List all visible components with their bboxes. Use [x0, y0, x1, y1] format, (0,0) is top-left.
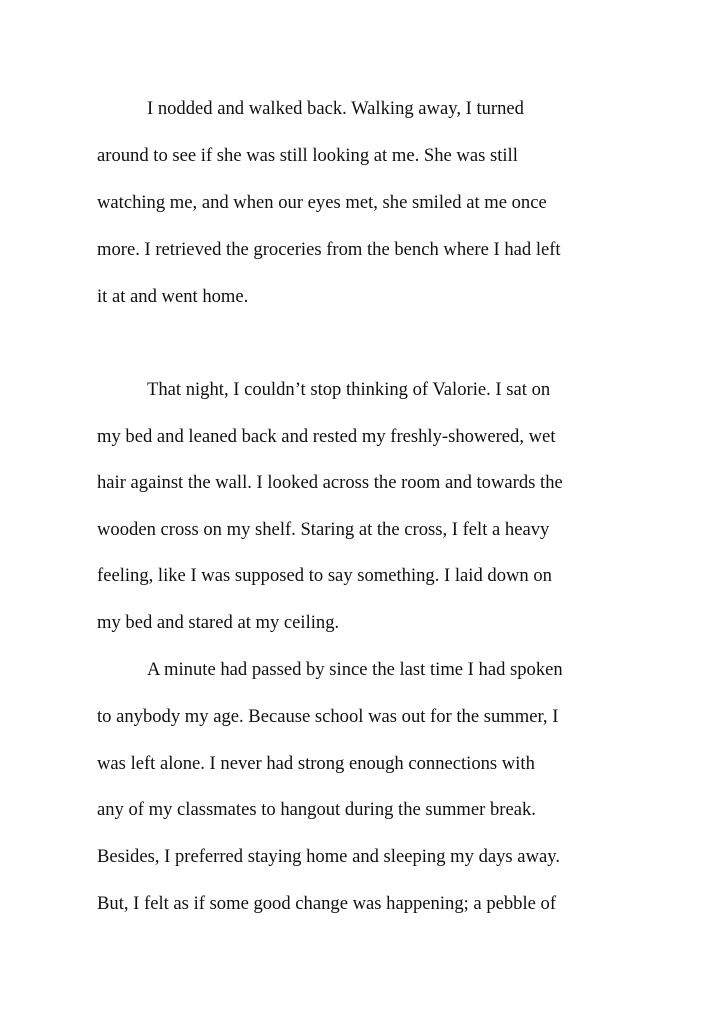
text-line: hair against the wall. I looked across the room and towards the — [97, 472, 563, 493]
text-line: it at and went home. — [97, 286, 249, 307]
text-line: That night, I couldn’t stop thinking of Valorie. I sat on — [147, 379, 551, 400]
text-line: my bed and stared at my ceiling. — [97, 612, 340, 633]
text-line: feeling, like I was supposed to say something. I laid down on — [97, 565, 552, 586]
text-line: more. I retrieved the groceries from the bench where I had left — [97, 239, 561, 260]
text-line: my bed and leaned back and rested my freshly-showered, wet — [97, 426, 556, 447]
text-line: to anybody my age. Because school was out for the summer, I — [97, 706, 559, 727]
text-line: Besides, I preferred staying home and sleeping my days away. — [97, 846, 560, 867]
text-line: But, I felt as if some good change was happening; a pebble of — [97, 893, 557, 914]
text-line: was left alone. I never had strong enough connections with — [97, 753, 535, 774]
text-line: watching me, and when our eyes met, she smiled at me once — [97, 192, 547, 213]
text-line: I nodded and walked back. Walking away, I turned — [147, 98, 524, 119]
text-line: any of my classmates to hangout during the summer break. — [97, 799, 536, 820]
text-line: wooden cross on my shelf. Staring at the cross, I felt a heavy — [97, 519, 550, 540]
text-line: A minute had passed by since the last time I had spoken — [147, 659, 563, 680]
text-line: around to see if she was still looking at me. She was still — [97, 145, 518, 166]
